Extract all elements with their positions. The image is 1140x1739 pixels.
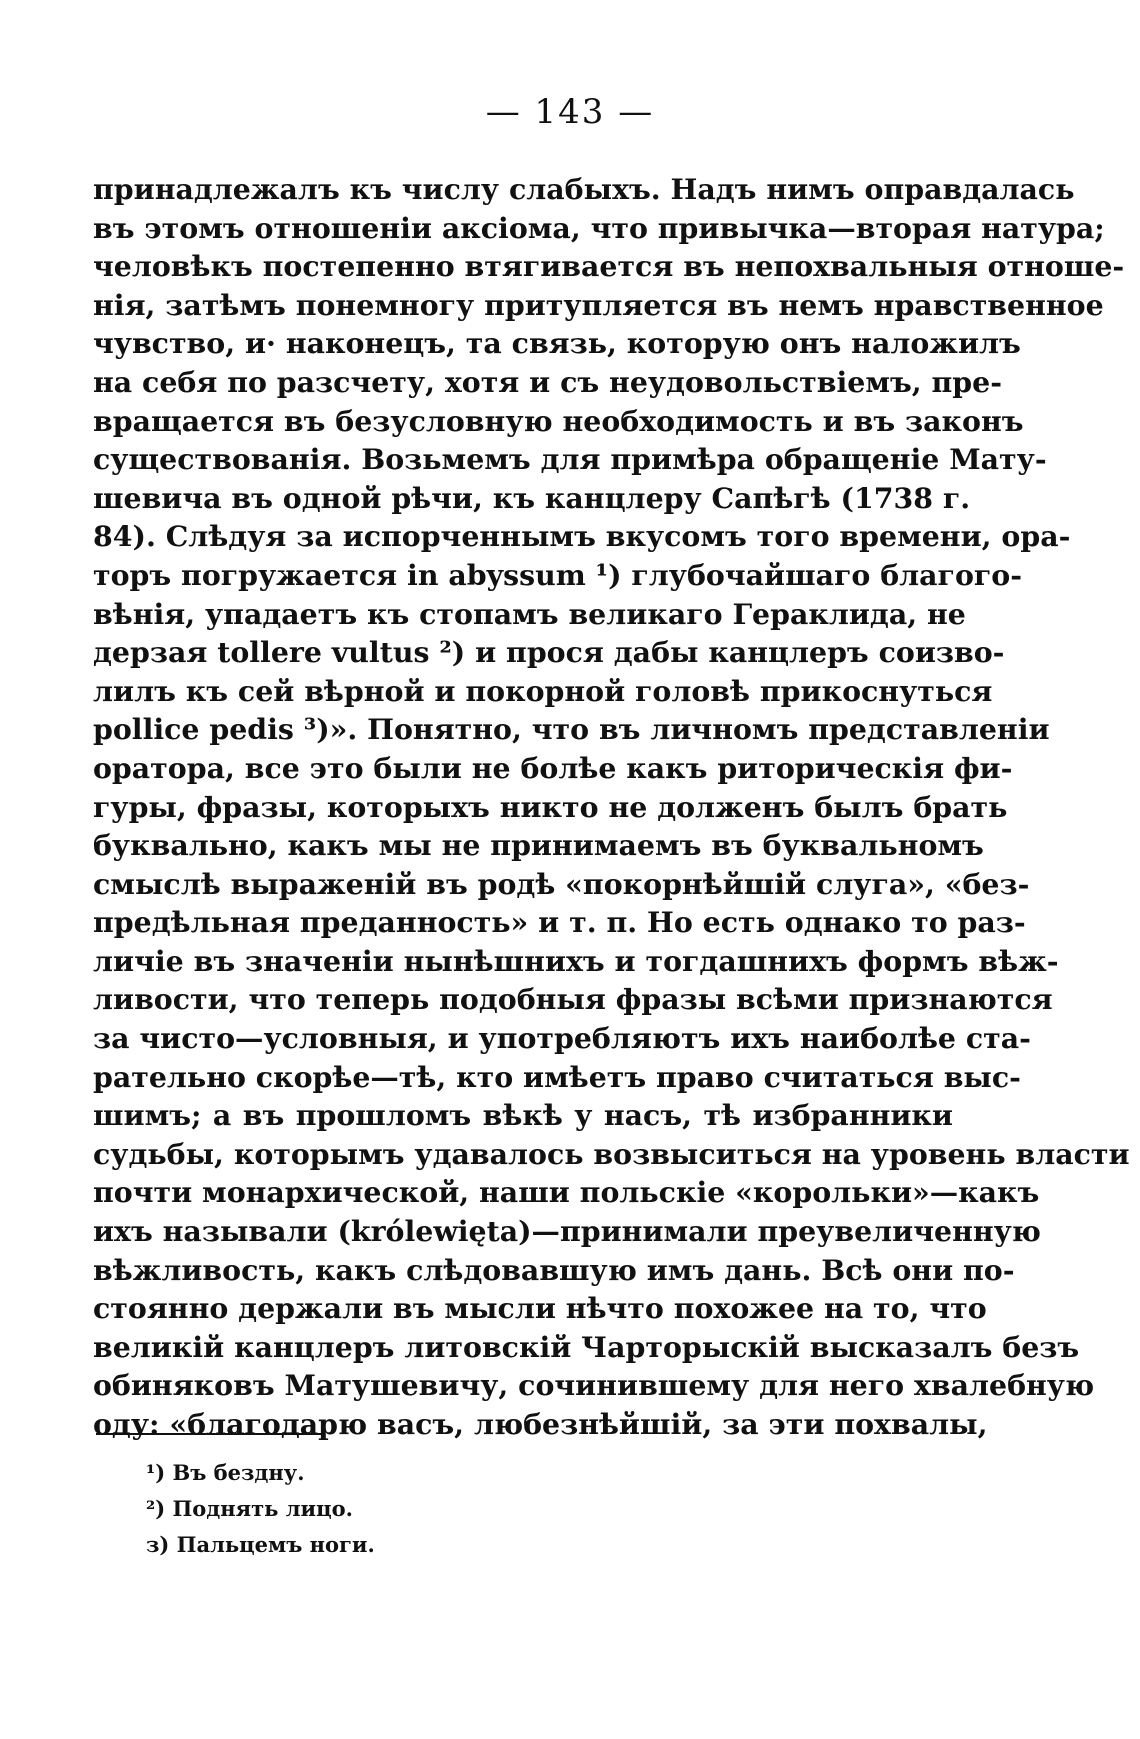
text-line: шимъ; а въ прошломъ вѣкѣ у насъ, тѣ избранники — [93, 1098, 953, 1133]
text-line: 84). Слѣдуя за испорченнымъ вкусомъ того времени, ора- — [93, 519, 1071, 554]
text-line: на себя по разсчету, хотя и съ неудовольствіемъ, пре- — [93, 364, 1002, 399]
text-line: торъ погружается in abyssum ¹) глубочайшаго благого- — [93, 557, 1023, 592]
footnote-1: ¹) Въ бездну. — [146, 1460, 305, 1485]
text-line: личіе въ значеніи нынѣшнихъ и тогдашнихъ формъ вѣж- — [93, 943, 1059, 978]
text-line: нія, затѣмъ понемногу притупляется въ немъ нравственное — [93, 287, 1104, 322]
text-line: ливости, что теперь подобныя фразы всѣми признаются — [93, 982, 1053, 1017]
text-line: лилъ къ сей вѣрной и покорной головѣ прикоснуться — [93, 673, 993, 708]
footnote-3: з) Пальцемъ ноги. — [146, 1532, 375, 1557]
text-line: почти монархической, наши польскіе «корольки»—какъ — [93, 1175, 1040, 1210]
page-number: — 143 — — [485, 92, 655, 132]
body-text — [93, 170, 1130, 1444]
footnotes — [146, 1455, 746, 1563]
text-line: оратора, все это были не болѣе какъ риторическія фи- — [93, 750, 1013, 785]
text-line: чувство, и· наконецъ, та связь, которую онъ наложилъ — [93, 326, 1021, 361]
text-line: существованія. Возьмемъ для примѣра обращеніе Мату- — [93, 442, 1047, 477]
text-line: вѣжливость, какъ слѣдовавшую имъ дань. Всѣ они по- — [93, 1252, 1015, 1287]
text-line: буквально, какъ мы не принимаемъ въ буквальномъ — [93, 828, 984, 863]
text-line: судьбы, которымъ удавалось возвыситься на уровень власти — [93, 1136, 1130, 1171]
text-line: гуры, фразы, которыхъ никто не долженъ былъ брать — [93, 789, 1008, 824]
text-line: великій канцлеръ литовскій Чарторыскій высказалъ безъ — [93, 1329, 1080, 1364]
text-line: рательно скорѣе—тѣ, кто имѣетъ право считаться выс- — [93, 1059, 1021, 1094]
text-line: ихъ называли (królewięta)—принимали преувеличенную — [93, 1214, 1041, 1249]
text-line: человѣкъ постепенно втягивается въ непохвальныя отноше- — [93, 249, 1125, 284]
text-line: pollice pedis ³)». Понятно, что въ личномъ представленіи — [93, 712, 1050, 747]
text-line: въ этомъ отношеніи аксіома, что привычка—вторая натура; — [93, 210, 1105, 245]
text-line: принадлежалъ къ числу слабыхъ. Надъ нимъ оправдалась — [93, 172, 1075, 206]
footnote-divider — [96, 1433, 322, 1435]
text-line: стоянно держали въ мысли нѣчто похожее на то, что — [93, 1291, 987, 1326]
text-line: за чисто—условныя, и употребляютъ ихъ наиболѣе ста- — [93, 1021, 1031, 1056]
text-line: шевича въ одной рѣчи, къ канцлеру Сапѣгѣ (1738 г. — [93, 480, 971, 515]
text-line: дерзая tollere vultus ²) и прося дабы канцлеръ соизво- — [93, 635, 1005, 670]
footnote-2: ²) Поднять лицо. — [146, 1496, 353, 1521]
text-line: вѣнія, упадаетъ къ стопамъ великаго Гераклида, не — [93, 596, 966, 631]
text-line: предѣльная преданность» и т. п. Но есть однако то раз- — [93, 905, 1026, 940]
text-line: оду: «благодарю васъ, любезнѣйшій, за эти похвалы, — [93, 1407, 988, 1441]
text-line: обиняковъ Матушевичу, сочинившему для него хвалебную — [93, 1368, 1095, 1403]
text-line: смыслѣ выраженій въ родѣ «покорнѣйшій слуга», «без- — [93, 866, 1030, 901]
text-line: вращается въ безусловную необходимость и въ законъ — [93, 403, 1024, 438]
